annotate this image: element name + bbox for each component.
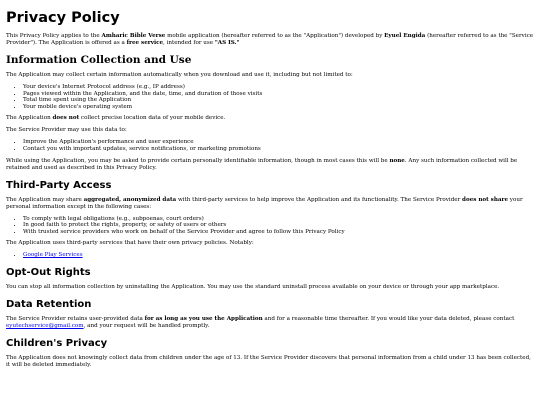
list-item [23,252,534,259]
third-party-services-list [6,252,534,259]
retention-duration: for as long as you use the Application [144,315,263,322]
list-item: • Your mobile device's operating system [23,104,534,111]
data-retention-paragraph [6,316,534,330]
contact-email-link[interactable]: eyutechservice@gmail.com [6,322,84,329]
childrens-privacy-paragraph: The Application does not knowingly collect data from children under the age of 13. If the Service Provider discovers that personal information from a child under 13 has been collected, it will be deleted immediately. [6,354,531,368]
does-not-share: does not share [462,196,509,203]
location-paragraph [6,115,534,122]
retention-text-2: and for a reasonable time thereafter. If you would like your data deleted, please contact [262,315,515,322]
list-item: • In good faith to protect the rights, property, or safety of users or others [23,222,534,229]
collected-data-list [6,84,534,110]
third-party-text-2: with third-party services to help improve the Application and its functionality. The Service Provider [176,196,463,203]
location-text-1: The Application [6,115,53,122]
third-party-heading: Third-Party Access [6,179,112,191]
data-use-lead: The Service Provider may use this data to: [6,127,127,134]
opt-out-heading: Opt-Out Rights [6,266,91,278]
third-party-text-1: The Application may share [6,196,84,203]
data-use-list [6,139,534,152]
list-item: • Total time spent using the Application [23,97,534,104]
as-is: "AS IS." [214,40,240,46]
page-title: Privacy Policy [6,10,120,26]
location-text-2: collect precise location data of your mobile device. [79,115,226,122]
google-play-services-link[interactable]: Google Play Services [23,252,83,259]
pii-paragraph [6,158,534,172]
intro-text-3: (hereafter referred to as the "Service Provider"). The Application is offered as a [6,33,534,46]
list-item: • To comply with legal obligations (e.g., subpoenas, court orders) [23,216,534,223]
pii-text-1: While using the Application, you may be asked to provide certain personally identifiable information, though in most cases this will be [6,157,390,164]
pii-text-2: . Any such information collected will be retained and used as described in this Privacy Policy. [6,157,518,171]
third-party-text-3: your personal information except in the following cases: [6,196,523,210]
intro-paragraph [6,33,534,47]
childrens-privacy-heading: Children's Privacy [6,337,108,349]
developer-name: Eyuel Engida [384,33,426,39]
third-party-services-lead: The Application uses third-party services that have their own privacy policies. Notably: [6,240,254,247]
intro-text-2: mobile application (hereafter referred to as the "Application") developed by [165,33,385,39]
intro-text-4: , intended for use [163,40,215,46]
aggregated-data: aggregated, anonymized data [83,196,177,203]
info-collection-lead: The Application may collect certain information automatically when you download and use it, including but not limited to: [6,72,353,78]
app-name: Amharic Bible Verse [101,33,166,39]
intro-text-1: This Privacy Policy applies to the [6,33,102,39]
list-item: • Pages viewed within the Application, and the date, time, and duration of those visits [23,91,534,98]
list-item: • Your device's Internet Protocol address (e.g., IP address) [23,84,534,91]
sharing-cases-list [6,216,534,236]
retention-text-1: The Service Provider retains user-provided data [6,315,145,322]
free-service: free service [126,40,164,46]
info-collection-heading: Information Collection and Use [6,54,192,66]
opt-out-paragraph: You can stop all information collection by uninstalling the Application. You may use the standard uninstall process available on your device or through your app marketplace. [6,283,500,290]
retention-text-3: , and your request will be handled promptly. [83,322,210,329]
does-not: does not [52,115,80,122]
data-retention-heading: Data Retention [6,298,92,310]
list-item: • Improve the Application's performance and user experience [23,139,534,146]
list-item: • With trusted service providers who work on behalf of the Service Provider and agree to follow this Privacy Policy [23,229,534,236]
third-party-paragraph [6,197,534,211]
pii-none: none [389,157,405,164]
list-item: • Contact you with important updates, service notifications, or marketing promotions [23,146,534,153]
